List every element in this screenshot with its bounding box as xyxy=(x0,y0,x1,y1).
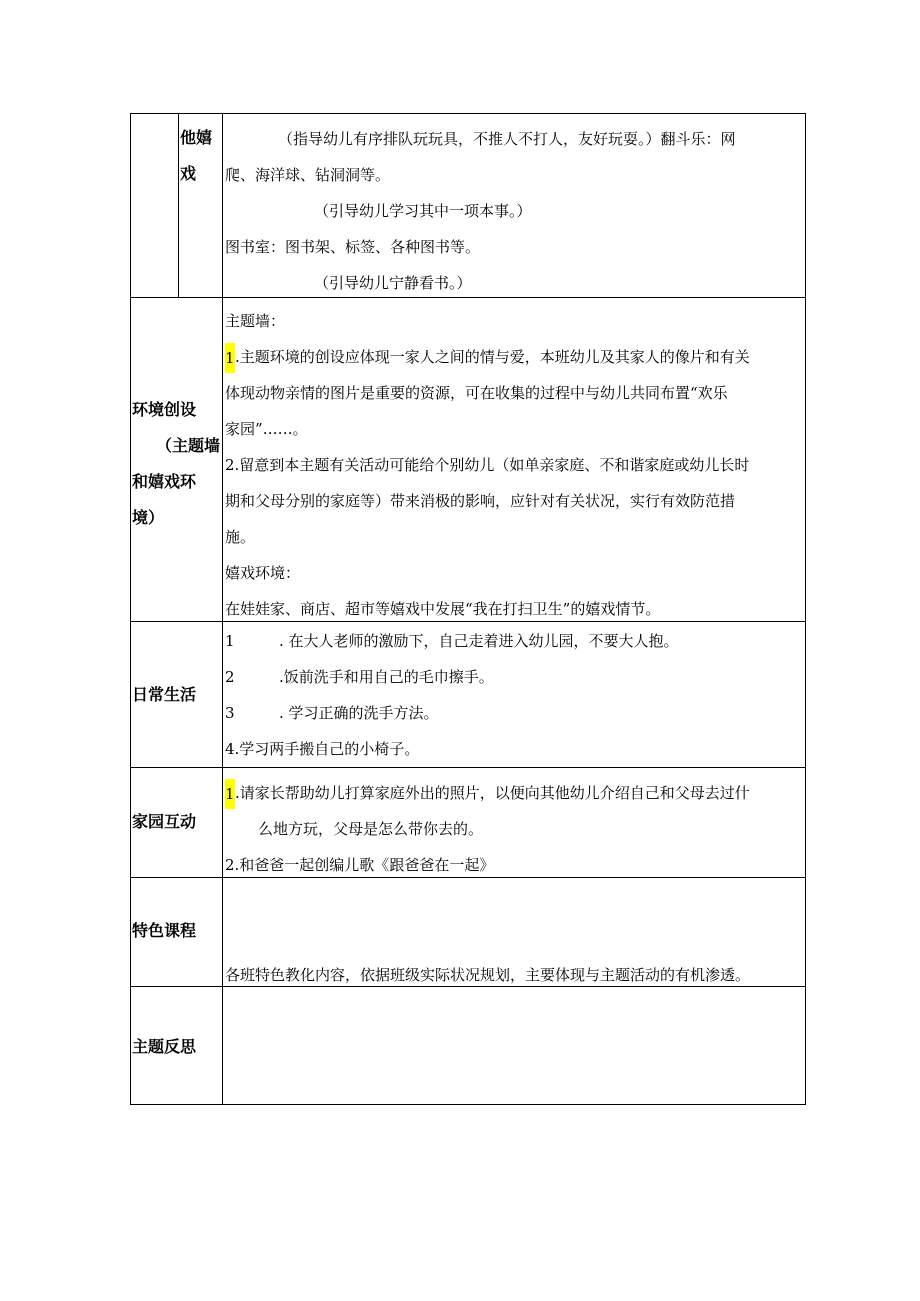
daily-life-label: 日常生活 xyxy=(132,685,197,704)
environment-line-5: 2.留意到本主题有关活动可能给个别幼儿（如单亲家庭、不和谐家庭或幼儿长时 xyxy=(225,456,750,474)
column-divider xyxy=(222,113,223,1105)
play-label-line-1: 他嬉 xyxy=(180,128,213,147)
play-line-4: 图书室：图书架、标签、各种图书等。 xyxy=(225,238,481,256)
column-divider xyxy=(178,113,179,297)
environment-line-3: 体现动物亲情的图片是重要的资源，可在收集的过程中与幼儿共同布置“欢乐 xyxy=(225,384,728,402)
reflection-label: 主题反思 xyxy=(132,1037,197,1056)
home-school-line-2: 么地方玩，父母是怎么带你去的。 xyxy=(258,820,484,838)
highlight-mark xyxy=(225,779,235,809)
environment-item-number: 1 xyxy=(225,349,235,367)
play-line-5: （引导幼儿宁静看书。） xyxy=(314,274,472,292)
theme-plan-table xyxy=(130,113,806,1105)
environment-label-line-2: （主题墙 xyxy=(156,436,221,455)
daily-life-item-4: 4.学习两手搬自己的小椅子。 xyxy=(225,740,420,758)
daily-life-num: 1 xyxy=(225,632,235,650)
environment-line-1: 主题墙： xyxy=(225,312,286,330)
table-border-left xyxy=(130,113,131,1105)
row-divider xyxy=(130,767,806,768)
daily-life-item-3 xyxy=(225,695,439,731)
play-line-1: （指导幼儿有序排队玩玩具，不推人不打人，友好玩耍。）翻斗乐：网 xyxy=(278,130,736,148)
daily-life-text: . 在大人老师的激励下，自己走着进入幼儿园，不要大人抱。 xyxy=(279,632,679,650)
environment-line-4: 家园”……。 xyxy=(225,420,308,438)
environment-label-line-4: 境） xyxy=(132,508,165,527)
home-school-line-1 xyxy=(225,775,750,811)
daily-life-text: .饭前洗手和用自己的毛巾擦手。 xyxy=(279,668,494,686)
daily-life-num: 3 xyxy=(225,704,235,722)
daily-life-item-2 xyxy=(225,659,494,695)
environment-line-9: 在娃娃家、商店、超市等嬉戏中发展“我在打扫卫生”的嬉戏情节。 xyxy=(225,600,661,618)
play-label-line-2: 戏 xyxy=(180,164,197,183)
play-line-3: （引导幼儿学习其中一项本事。） xyxy=(314,202,532,220)
daily-life-item-1 xyxy=(225,623,679,659)
environment-label-line-1: 环境创设 xyxy=(132,400,197,419)
environment-line-7: 施。 xyxy=(225,528,256,546)
highlight-mark xyxy=(225,343,235,373)
home-school-item-number: 1 xyxy=(225,785,235,803)
environment-label-line-3: 和嬉戏环 xyxy=(132,472,197,491)
home-school-line-3: 2.和爸爸一起创编儿歌《跟爸爸在一起》 xyxy=(225,856,495,874)
home-school-label: 家园互动 xyxy=(132,812,197,831)
environment-line-2 xyxy=(225,339,750,375)
table-border-bottom xyxy=(130,1104,806,1105)
environment-item-text: .主题环境的创设应体现一家人之间的情与爱，本班幼儿及其家人的像片和有关 xyxy=(235,348,750,366)
daily-life-text: . 学习正确的洗手方法。 xyxy=(279,704,439,722)
daily-life-num: 2 xyxy=(225,668,235,686)
environment-line-8: 嬉戏环境： xyxy=(225,564,301,582)
table-border-top xyxy=(130,113,806,114)
home-school-item-text: .请家长帮助幼儿打算家庭外出的照片，以便向其他幼儿介绍自己和父母去过什 xyxy=(235,784,750,802)
play-line-2: 爬、海洋球、钻洞洞等。 xyxy=(225,166,391,184)
special-course-label: 特色课程 xyxy=(132,921,197,940)
environment-line-6: 期和父母分别的家庭等）带来消极的影响，应针对有关状况，实行有效防范措 xyxy=(225,492,736,510)
table-border-right xyxy=(805,113,806,1105)
special-course-text: 各班特色教化内容，依据班级实际状况规划，主要体现与主题活动的有机渗透。 xyxy=(225,966,751,984)
